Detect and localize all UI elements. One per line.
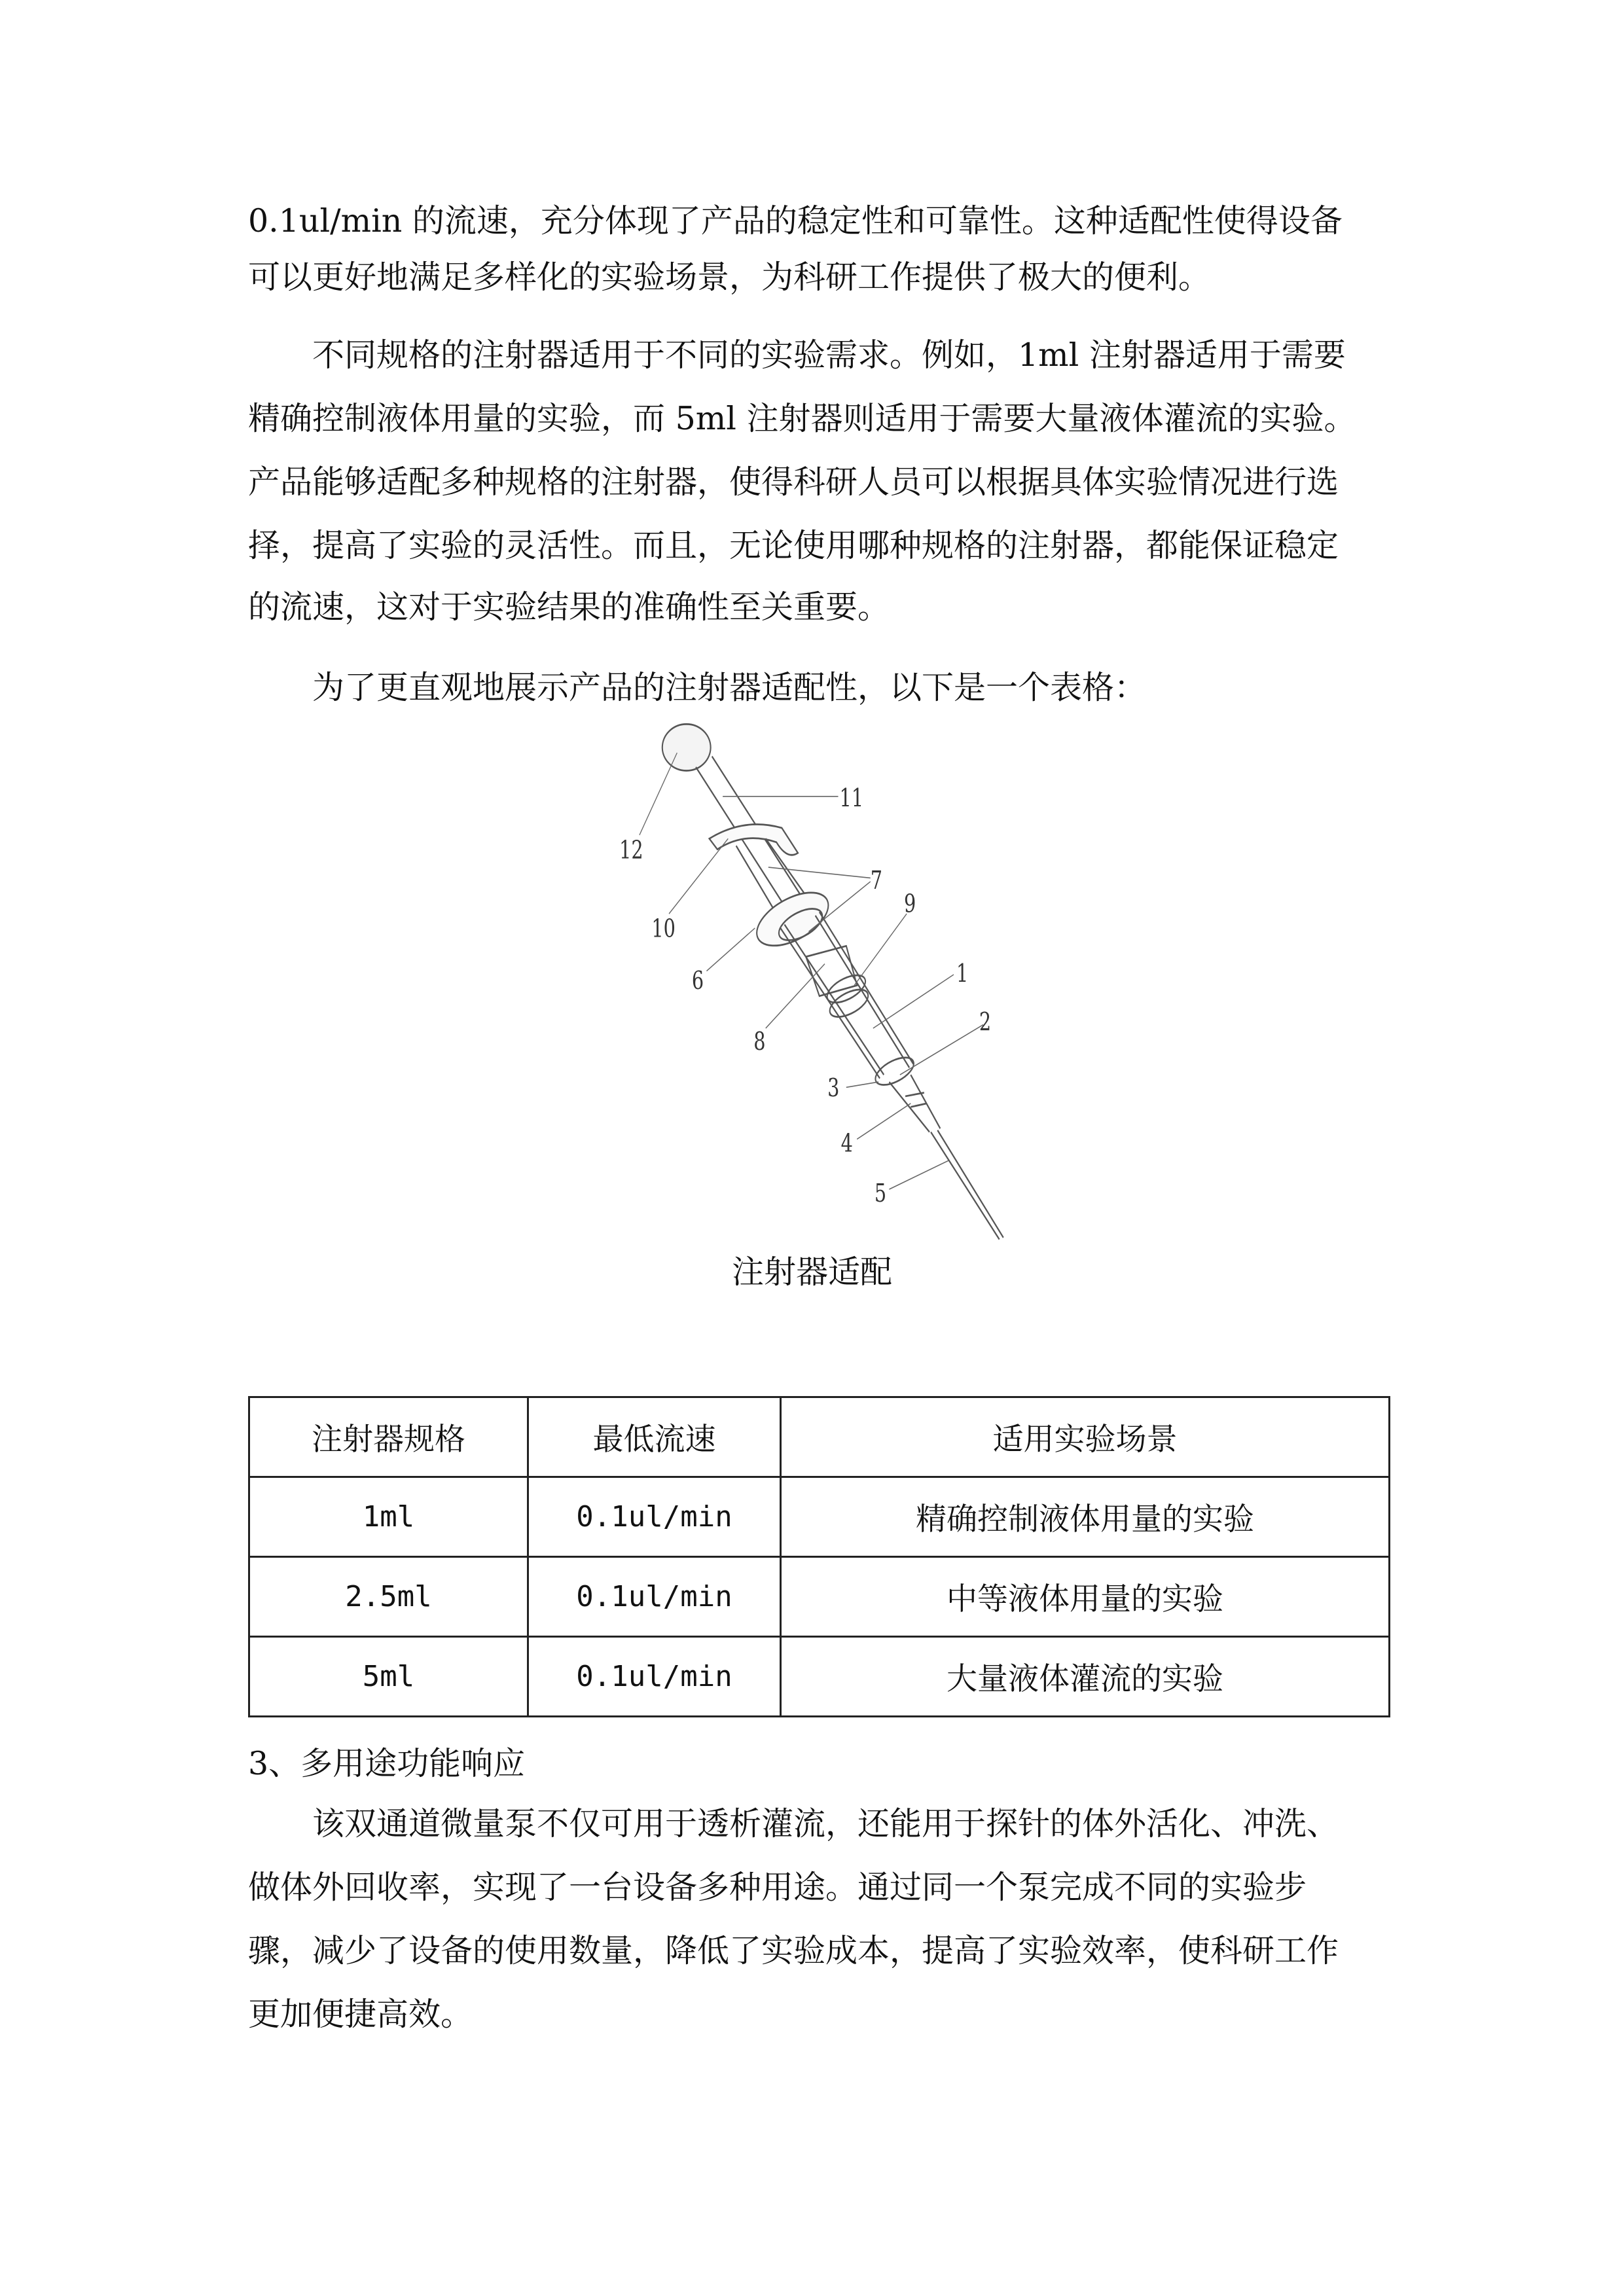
needle [931, 1130, 1003, 1240]
label-7: 7 [870, 865, 883, 895]
table-row [249, 1637, 1390, 1717]
label-6: 6 [691, 965, 704, 995]
table-header: 最低流速 [528, 1397, 781, 1477]
plunger-knob [662, 724, 711, 770]
text-line: 择，提高了实验的灵活性。而且，无论使用哪种规格的注射器，都能保证稳定 [248, 527, 1339, 564]
section-heading: 3、多用途功能响应 [248, 1745, 526, 1782]
label-10: 10 [651, 914, 676, 943]
table-cell: 精确控制液体用量的实验 [781, 1477, 1390, 1557]
text-line: 该双通道微量泵不仅可用于透析灌流，还能用于探针的体外活化、冲洗、 [312, 1805, 1339, 1842]
label-12: 12 [619, 835, 643, 865]
text-line: 精确控制液体用量的实验，而 5ml 注射器则适用于需要大量液体灌流的实验。 [248, 400, 1356, 437]
text-line: 产品能够适配多种规格的注射器，使得科研人员可以根据具体实验情况进行选 [248, 463, 1339, 501]
table-cell: 2.5ml [249, 1557, 528, 1637]
label-3: 3 [827, 1073, 840, 1102]
label-4: 4 [840, 1128, 853, 1158]
table-cell: 0.1ul/min [528, 1637, 781, 1717]
label-2: 2 [979, 1007, 992, 1036]
label-8: 8 [753, 1026, 766, 1056]
barrel-end [873, 1052, 916, 1090]
text-line: 更加便捷高效。 [248, 1996, 473, 2033]
syringe-drawing [662, 724, 1003, 1239]
label-1: 1 [956, 958, 969, 988]
syringe-table [248, 1396, 1390, 1717]
text-line: 做体外回收率，实现了一台设备多种用途。通过同一个泵完成不同的实验步 [248, 1869, 1307, 1906]
text-line: 0.1ul/min 的流速，充分体现了产品的稳定性和可靠性。这种适配性使得设备 [248, 202, 1343, 240]
figure-caption: 注射器适配 [731, 1253, 892, 1291]
text-line: 的流速，这对于实验结果的准确性至关重要。 [248, 588, 890, 626]
table-header: 适用实验场景 [781, 1397, 1390, 1477]
text-line: 骤，减少了设备的使用数量，降低了实验成本，提高了实验效率，使科研工作 [248, 1932, 1339, 1969]
needle-hub [889, 1075, 940, 1132]
table-header-row [249, 1397, 1390, 1477]
syringe-diagram [615, 713, 1034, 1250]
paragraph-3: 为了更直观地展示产品的注射器适配性，以下是一个表格： [312, 669, 1147, 706]
table-cell: 大量液体灌流的实验 [781, 1637, 1390, 1717]
table-cell: 1ml [249, 1477, 528, 1557]
text-line: 不同规格的注射器适用于不同的实验需求。例如，1ml 注射器适用于需要 [312, 336, 1346, 374]
table-cell: 中等液体用量的实验 [781, 1557, 1390, 1637]
table-row [249, 1557, 1390, 1637]
text-line: 可以更好地满足多样化的实验场景，为科研工作提供了极大的便利。 [248, 259, 1211, 296]
table-header: 注射器规格 [249, 1397, 528, 1477]
label-9: 9 [904, 889, 916, 918]
table-cell: 5ml [249, 1637, 528, 1717]
table-cell: 0.1ul/min [528, 1557, 781, 1637]
label-11: 11 [839, 783, 864, 813]
label-5: 5 [874, 1179, 887, 1208]
table-row [249, 1477, 1390, 1557]
table-cell: 0.1ul/min [528, 1477, 781, 1557]
finger-flange [710, 824, 798, 855]
